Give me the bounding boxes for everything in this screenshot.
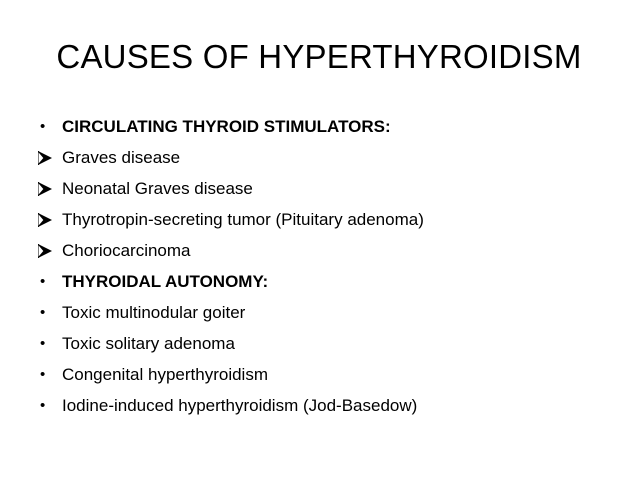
bullet-list <box>38 116 628 426</box>
list-item-text: Graves disease <box>62 148 181 167</box>
list-item <box>38 209 628 240</box>
list-item-text: Congenital hyperthyroidism <box>62 365 268 384</box>
list-item-text: Iodine-induced hyperthyroidism (Jod-Basedow) <box>62 396 418 415</box>
list-item-text: CIRCULATING THYROID STIMULATORS: <box>62 117 391 136</box>
arrow-bullet-icon <box>38 240 58 262</box>
list-item-text: Thyrotropin-secreting tumor (Pituitary adenoma) <box>62 210 424 229</box>
list-item <box>38 302 628 333</box>
list-item-text: Neonatal Graves disease <box>62 179 253 198</box>
bullet-icon: • <box>40 118 46 135</box>
bullet-icon: • <box>40 304 46 321</box>
bullet-icon: • <box>40 335 46 352</box>
arrow-bullet-icon <box>38 209 58 231</box>
bullet-icon: • <box>40 366 46 383</box>
list-item-text: Choriocarcinoma <box>62 241 191 260</box>
list-item <box>38 271 628 302</box>
arrow-bullet-icon <box>38 178 58 200</box>
list-item <box>38 364 628 395</box>
list-item-text: Toxic solitary adenoma <box>62 334 235 353</box>
list-item <box>38 333 628 364</box>
list-item-text: THYROIDAL AUTONOMY: <box>62 272 269 291</box>
bullet-icon: • <box>40 273 46 290</box>
slide-title: CAUSES OF HYPERTHYROIDISM <box>56 38 582 75</box>
list-item <box>38 178 628 209</box>
arrow-bullet-icon <box>38 147 58 169</box>
list-item <box>38 147 628 178</box>
list-item-text: Toxic multinodular goiter <box>62 303 246 322</box>
list-item <box>38 240 628 271</box>
list-item <box>38 116 628 147</box>
list-item <box>38 395 628 426</box>
bullet-icon: • <box>40 397 46 414</box>
